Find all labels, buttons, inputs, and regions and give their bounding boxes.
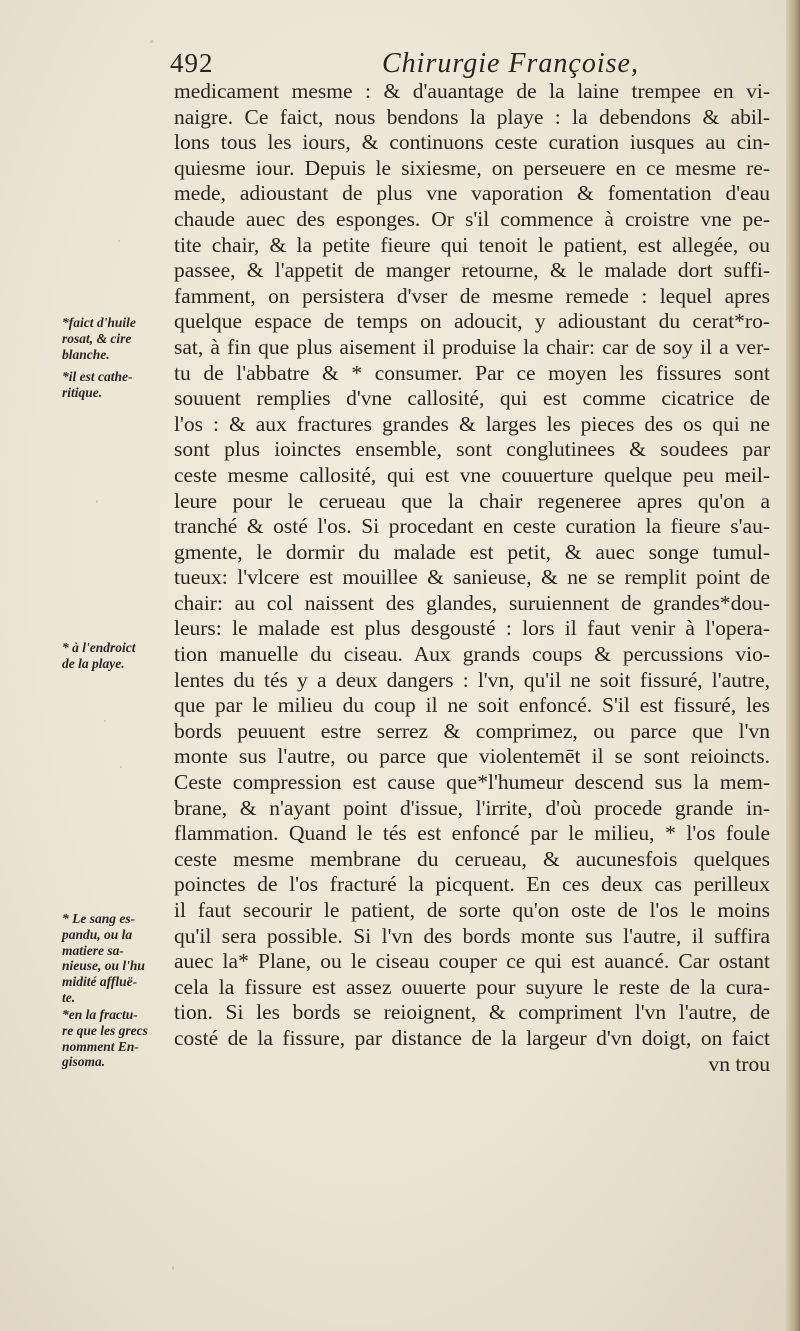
paper-speck	[120, 766, 122, 768]
text-line: tite chair, & la petite fieure qui tenoit le patient, est allegée, ou	[174, 232, 770, 257]
paper-speck	[118, 240, 120, 242]
text-line: mede, adioustant de plus vne vaporation & fomentation d'eau	[174, 181, 770, 206]
text-line: lentes du tés y a deux dangers : l'vn, qu'il ne soit fissuré, l'autre,	[174, 667, 770, 692]
catchword: vn trou	[708, 1051, 770, 1076]
text-line: souuent remplies d'vne callosité, qui est comme cicatrice de	[174, 386, 770, 411]
text-line: quelque espace de temps on adoucit, y adioustant du cerat*ro-	[174, 309, 770, 334]
paper-speck	[172, 1266, 174, 1270]
text-line: poinctes de l'os fracturé la picquent. En ces deux cas perilleux	[174, 872, 770, 897]
text-line: chaude auec des esponges. Or s'il commence à croistre vne pe-	[174, 206, 770, 231]
margin-note: * à l'endroict de la playe.	[62, 640, 136, 671]
text-line: tion manuelle du ciseau. Aux grands coups & percussions vio-	[174, 642, 770, 667]
paper-speck	[150, 40, 153, 43]
text-line: bords peuuent estre serrez & comprimez, ou parce que l'vn	[174, 718, 770, 743]
text-line: famment, on persistera d'vser de mesme remede : lequel apres	[174, 283, 770, 308]
margin-note: * Le sang es- pandu, ou la matiere sa- nieuse, ou l'hu midité affluë- te.	[62, 911, 145, 1005]
text-line: cela la fissure est assez ouuerte pour suyure le reste de la cura-	[174, 974, 770, 999]
text-line: lons tous les iours, & continuons ceste curation iusques au cin-	[174, 130, 770, 155]
text-line: tion. Si les bords se reioignent, & compriment l'vn l'autre, de	[174, 1000, 770, 1025]
margin-note: *en la fractu- re que les grecs nomment En- gisoma.	[62, 1007, 148, 1070]
text-line: ceste mesme membrane du cerueau, & aucunesfois quelques	[174, 846, 770, 871]
text-line: sont plus ioinctes ensemble, sont conglutinees & soudees par	[174, 437, 770, 462]
margin-note: *faict d'huile rosat, & cire blanche.	[62, 315, 136, 362]
running-title: Chirurgie Françoise,	[382, 48, 639, 79]
text-line: tranché & osté l'os. Si procedant en ceste curation la fieure s'au-	[174, 514, 770, 539]
text-line: brane, & n'ayant point d'issue, l'irrite, d'où procede grande in-	[174, 795, 770, 820]
page-edge	[786, 0, 800, 1331]
text-line: tueux: l'vlcere est mouillee & sanieuse, & ne se remplit point de	[174, 565, 770, 590]
text-line: il faut secourir le patient, de sorte qu'on oste de l'os le moins	[174, 898, 770, 922]
text-line: naigre. Ce faict, nous bendons la playe : la debendons & abil-	[174, 104, 770, 129]
text-line: auec la* Plane, ou le ciseau couper ce qui est auancé. Car ostant	[174, 949, 770, 974]
text-line: Ceste compression est cause que*l'humeur descend sus la mem-	[174, 770, 770, 795]
text-line: leure pour le cerueau que la chair regeneree apres qu'on a	[174, 488, 770, 513]
text-line: flammation. Quand le tés est enfoncé par le milieu, * l'os foule	[174, 821, 770, 846]
text-line: passee, & l'appetit de manger retourne, & le malade dort suffi-	[174, 258, 770, 283]
paper-speck	[96, 500, 98, 503]
page-number: 492	[170, 48, 214, 78]
text-line: leurs: le malade est plus desgousté : lors il faut venir à l'opera-	[174, 616, 770, 641]
text-line: chair: au col naissent des glandes, suruiennent de grandes*dou-	[174, 590, 770, 615]
text-line: l'os : & aux fractures grandes & larges les pieces des os qui ne	[174, 411, 770, 436]
paper-speck	[104, 720, 106, 722]
text-line: quiesme iour. Depuis le sixiesme, on perseuere en ce mesme re-	[174, 155, 770, 180]
text-line: tu de l'abbatre & * consumer. Par ce moyen les fissures sont	[174, 360, 770, 385]
text-line: monte sus l'autre, ou parce que violentemēt il se sont reioincts.	[174, 744, 770, 769]
text-line: sat, à fin que plus aisement il produise la chair: car de soy il a ver-	[174, 334, 770, 359]
text-line: qu'il sera possible. Si l'vn des bords monte sus l'autre, il suffira	[174, 923, 770, 948]
body-text	[174, 79, 770, 1077]
margin-note: *il est cathe- ritique.	[62, 369, 133, 400]
text-line: ceste mesme callosité, qui est vne couuerture quelque peu meil-	[174, 462, 770, 487]
text-line: costé de la fissure, par distance de la largeur d'vn doigt, on faict	[174, 1025, 770, 1050]
text-line: gmente, le dormir du malade est petit, & auec songe tumul-	[174, 539, 770, 564]
text-line: que par le milieu du coup il ne soit enfoncé. S'il est fissuré, les	[174, 693, 770, 718]
text-line: medicament mesme : & d'auantage de la laine trempee en vi-	[174, 79, 770, 103]
